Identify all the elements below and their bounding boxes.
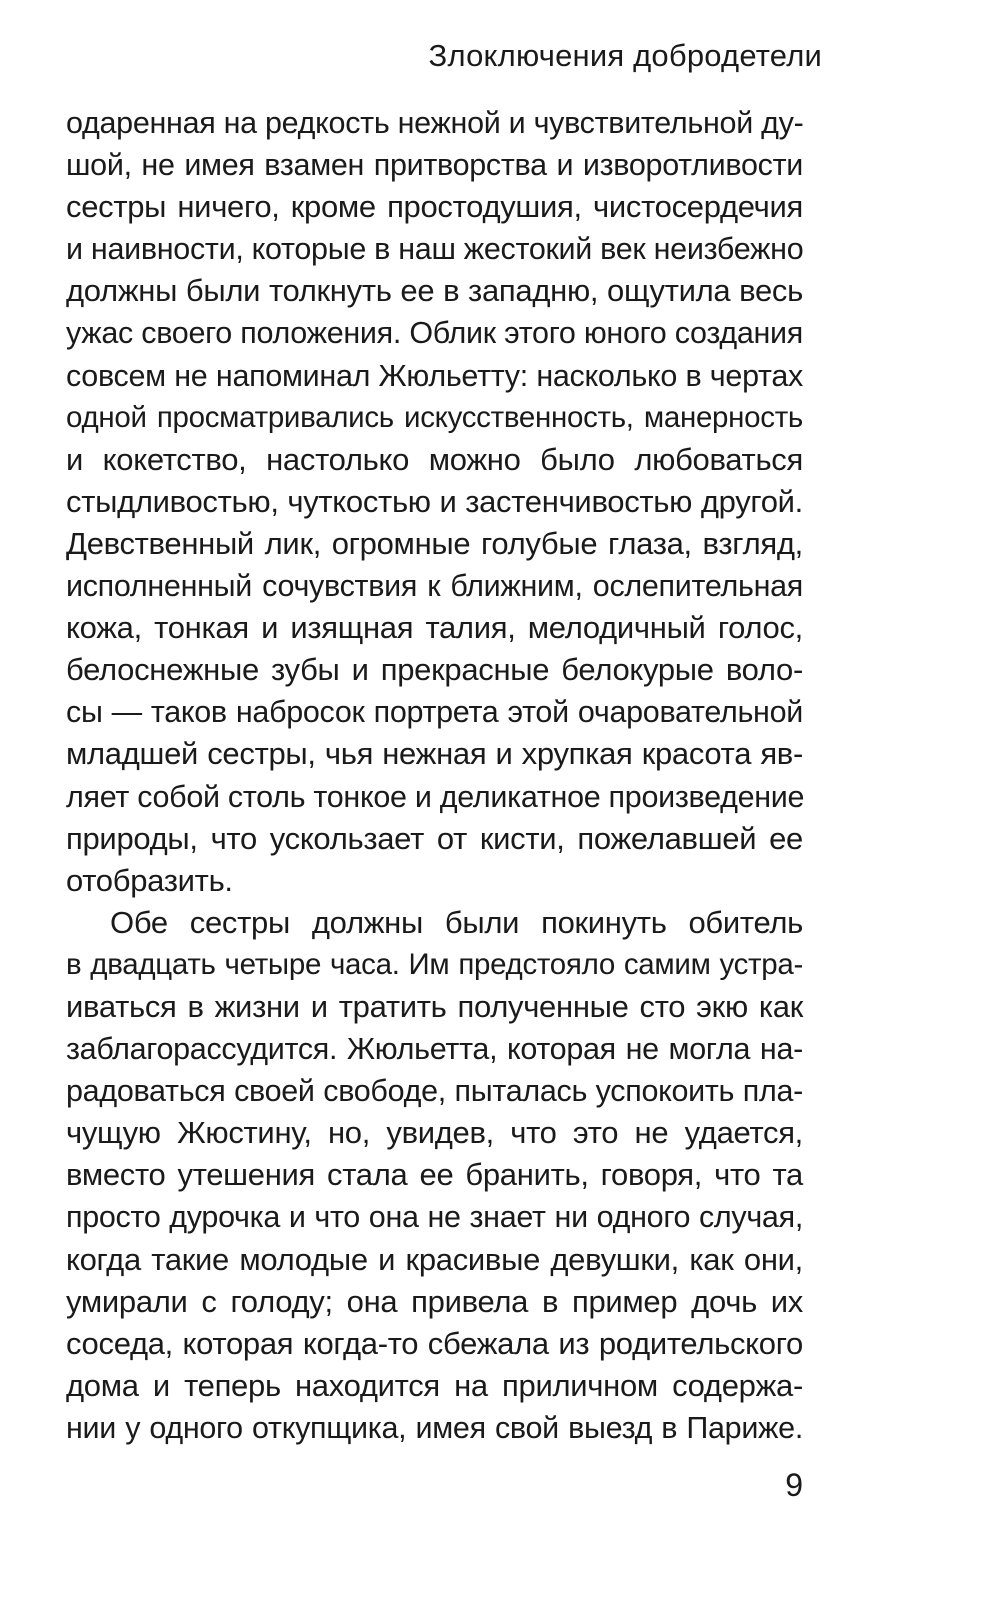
text-line: просто дурочка и что она не знает ни одного случая,	[66, 1200, 803, 1235]
text-line: должны были толкнуть ее в западню, ощутила весь	[66, 273, 803, 309]
text-line: одаренная на редкость нежной и чувствительной ду-	[66, 106, 804, 140]
text-line: ужас своего положения. Облик этого юного создания	[66, 316, 803, 351]
text-line: исполненный сочувствия к ближним, ослепительная	[66, 569, 803, 604]
text-line: и кокетство, настолько можно было любоваться	[66, 441, 803, 477]
running-head: Злоключения добродетели	[428, 38, 822, 73]
text-line: природы, что ускользает от кисти, пожелавшей ее	[66, 820, 803, 856]
text-line: умирали с голоду; она привела в пример дочь их	[66, 1283, 803, 1319]
text-line: и наивности, которые в наш жестокий век неизбежно	[66, 232, 804, 267]
paragraph-2	[66, 902, 803, 1449]
text-line: чущую Жюстину, но, увидев, что это не удается,	[66, 1115, 803, 1151]
text-line: дома и теперь находится на приличном содержа-	[66, 1367, 803, 1403]
text-line: Девственный лик, огромные голубые глаза, взгляд,	[66, 525, 803, 561]
text-line: ляет собой столь тонкое и деликатное произведение	[66, 779, 805, 814]
text-line: отобразить.	[66, 862, 233, 898]
paragraph-1	[66, 102, 803, 902]
text-line: вместо утешения стала ее бранить, говоря, что та	[66, 1157, 803, 1193]
text-line: в двадцать четыре часа. Им предстояло самим устра-	[66, 947, 803, 981]
text-line: совсем не напоминал Жюльетту: насколько в чертах	[66, 358, 803, 393]
text-line: сестры ничего, кроме простодушия, чистосердечия	[66, 189, 803, 225]
text-line: стыдливостью, чуткостью и застенчивостью другой.	[66, 483, 803, 519]
body-text	[66, 102, 803, 1449]
text-line: иваться в жизни и тратить полученные сто экю как	[66, 988, 803, 1024]
page-number: 9	[785, 1467, 803, 1503]
text-line: младшей сестры, чья нежная и хрупкая красота яв-	[66, 736, 803, 772]
text-line: одной просматривались искусственность, манерность	[66, 400, 803, 434]
text-line: нии у одного откупщика, имея свой выезд в Париже.	[66, 1410, 803, 1445]
text-line: заблагорассудится. Жюльетта, которая не могла на-	[66, 1032, 803, 1067]
text-line: шой, не имея взамен притворства и изворотливости	[66, 148, 803, 183]
text-line: белоснежные зубы и прекрасные белокурые воло-	[66, 652, 803, 688]
text-line: Обе сестры должны были покинуть обитель	[110, 904, 803, 940]
text-line: когда такие молодые и красивые девушки, как они,	[66, 1241, 803, 1277]
text-line: сы — таков набросок портрета этой очаровательной	[66, 695, 803, 730]
text-line: соседа, которая когда-то сбежала из родительского	[66, 1325, 803, 1361]
text-line: радоваться своей свободе, пыталась успокоить пла-	[66, 1074, 803, 1109]
text-line: кожа, тонкая и изящная талия, мелодичный голос,	[66, 610, 803, 646]
